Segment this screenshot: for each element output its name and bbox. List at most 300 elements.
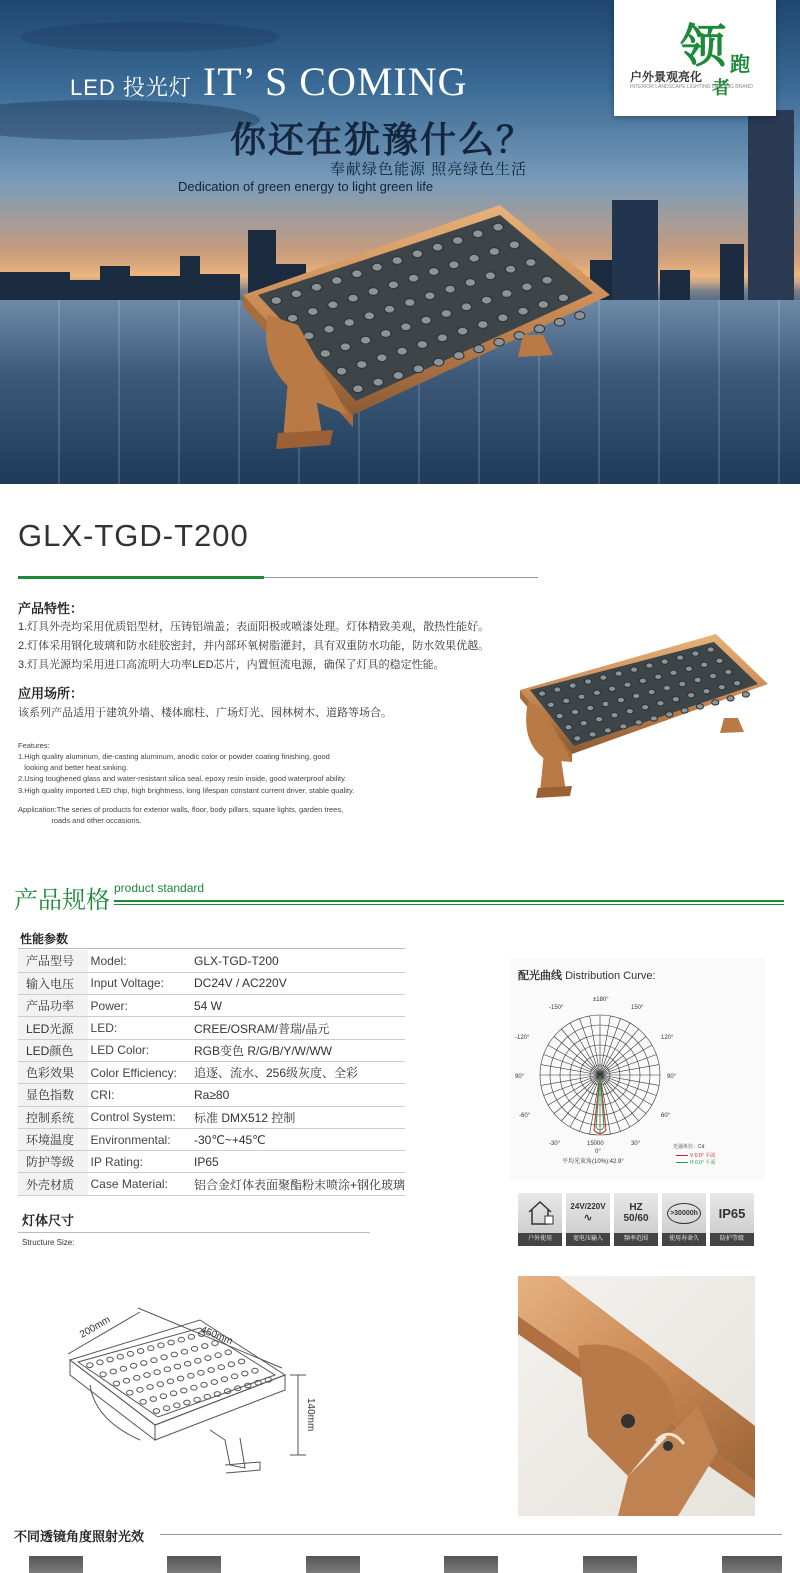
led-chip (308, 308, 318, 316)
led-chip (642, 705, 649, 710)
performance-heading: 性能参数 (20, 932, 69, 946)
lens-effect-thumb (306, 1556, 360, 1573)
led-chip (666, 712, 673, 717)
led-chip (368, 288, 378, 296)
spec-label-cn: 环境温度 (18, 1128, 88, 1150)
legend-v-swatch (676, 1155, 688, 1156)
led-chip (474, 345, 484, 353)
led-chip (137, 1387, 143, 1392)
led-chip (198, 1370, 204, 1375)
led-chip (580, 721, 587, 726)
led-chip (181, 1388, 187, 1393)
led-chip (113, 1381, 119, 1386)
dim-length: 450mm (198, 1324, 234, 1348)
led-chip (575, 312, 585, 320)
led-chip (225, 1350, 231, 1355)
frequency-icon (614, 1193, 658, 1233)
spec-label-cn: 输入电压 (18, 972, 88, 994)
led-chip (454, 352, 464, 360)
led-chip (481, 296, 491, 304)
led-chip (600, 675, 607, 680)
led-chip (648, 689, 655, 694)
led-chip (685, 666, 692, 671)
led-chip (624, 682, 631, 687)
led-chip (353, 385, 363, 393)
led-chip (168, 1340, 174, 1345)
led-chip (154, 1370, 160, 1375)
spec-label-cn: 防护等级 (18, 1151, 88, 1173)
led-chip (571, 709, 578, 714)
title-accent-line (18, 576, 264, 579)
led-chip (617, 697, 624, 702)
led-chip (522, 283, 532, 291)
led-chip (534, 325, 544, 333)
led-chip (384, 305, 394, 313)
led-chip (565, 725, 572, 730)
spec-value: 追逐、流水、256级灰度、全彩 (192, 1061, 405, 1083)
led-chip (547, 702, 554, 707)
en-feature-line: 1.High quality aluminum, die-casting aluminum, anodic color or powder coating finishing, good (18, 752, 330, 761)
led-chip (153, 1409, 159, 1414)
led-chip (164, 1367, 170, 1372)
spec-label-en: Color Efficiency: (88, 1061, 192, 1083)
led-chip (215, 1353, 221, 1358)
icon-tile-frequency (614, 1193, 658, 1246)
led-chip (505, 265, 515, 273)
spec-row (18, 995, 405, 1017)
legend-h: H 0.0° 平面 (690, 1160, 716, 1166)
led-chip (433, 358, 443, 366)
led-chip (709, 673, 716, 678)
led-chip (672, 697, 679, 702)
led-chip (120, 1366, 126, 1371)
icon-label: 户外使用 (518, 1233, 562, 1246)
frequency-text: HZ 50/60 (623, 1202, 649, 1224)
spec-label-en: Model: (88, 950, 192, 972)
hero-banner (0, 0, 800, 484)
led-chip (134, 1375, 140, 1380)
led-chip (639, 678, 646, 683)
led-chip (177, 1376, 183, 1381)
spec-label-en: Case Material: (88, 1173, 192, 1195)
led-chip (110, 1369, 116, 1374)
skyline-building (200, 274, 240, 300)
spec-label-cn: LED光源 (18, 1017, 88, 1039)
model-title: GLX-TGD-T200 (18, 518, 249, 553)
led-chip (716, 658, 723, 663)
house-icon (518, 1193, 562, 1233)
spec-label-en: Power: (88, 995, 192, 1017)
led-chip (587, 705, 594, 710)
features-heading: 产品特性： (18, 601, 84, 616)
brand-logo (614, 0, 776, 116)
led-chip (413, 365, 423, 373)
spec-row (18, 950, 405, 972)
led-chip (194, 1397, 200, 1402)
spec-label-en: LED: (88, 1017, 192, 1039)
hero-slogan-cn: 奉献绿色能源 照亮绿色生活 (330, 161, 528, 178)
led-chip (558, 294, 568, 302)
lens-effect-thumb (167, 1556, 221, 1573)
led-chip (661, 659, 668, 664)
dim-height: 140mm (305, 1398, 316, 1432)
led-chip (208, 1368, 214, 1373)
led-chip (604, 728, 611, 733)
spec-label-en: Input Voltage: (88, 972, 192, 994)
led-chip (161, 1355, 167, 1360)
led-chip (615, 671, 622, 676)
led-chip (569, 683, 576, 688)
hero-slogan-en: Dedication of green energy to light green life (178, 179, 434, 194)
spec-rule (114, 904, 784, 905)
logo-tagline: 户外景观亮化 (630, 70, 703, 84)
spec-value: CREE/OSRAM/普瑞/晶元 (192, 1017, 405, 1039)
polar-angle-label: 150° (631, 1005, 644, 1011)
led-chip (170, 1391, 176, 1396)
led-chip (538, 301, 548, 309)
spec-label-cn: 色彩效果 (18, 1061, 88, 1083)
legend-v: V 0.0° 平面 (690, 1153, 716, 1159)
led-chip (734, 681, 741, 686)
led-chip (445, 285, 455, 293)
led-chip (141, 1361, 147, 1366)
led-chip (408, 274, 418, 282)
lens-effect-thumb (29, 1556, 83, 1573)
led-chip (107, 1357, 113, 1362)
led-chip (271, 297, 281, 305)
skyline-building (748, 110, 794, 300)
led-chip (646, 663, 653, 668)
led-chip (727, 696, 734, 701)
skyline-building (720, 244, 744, 300)
led-chip (201, 1382, 207, 1387)
led-chip (352, 270, 362, 278)
en-application-line: Application:The series of products for exterior walls, floor, body pillars, square lights, garden trees, (18, 805, 344, 814)
led-chip (421, 316, 431, 324)
led-chip (324, 325, 334, 333)
hero-title-small: LED 投光灯 (70, 75, 192, 100)
product-lamp-image (516, 632, 772, 802)
led-chip (478, 321, 488, 329)
spec-value: IP65 (192, 1151, 405, 1173)
led-chip (457, 327, 467, 335)
spec-row (18, 1128, 405, 1150)
spec-label-cn: 产品功率 (18, 995, 88, 1017)
led-chip (178, 1337, 184, 1342)
led-chip (137, 1349, 143, 1354)
spec-value: 标准 DMX512 控制 (192, 1106, 405, 1128)
spec-label-en: Control System: (88, 1106, 192, 1128)
led-chip (556, 713, 563, 718)
led-chip (449, 261, 459, 269)
voltage-icon (566, 1193, 610, 1233)
spec-label-en: CRI: (88, 1084, 192, 1106)
led-chip (204, 1394, 210, 1399)
curve-title (518, 967, 656, 983)
lens-effect-thumb (722, 1556, 782, 1573)
led-chip (191, 1385, 197, 1390)
led-chip (657, 701, 664, 706)
led-chip (221, 1377, 227, 1382)
polar-angle-label: 0° (595, 1149, 601, 1155)
hero-headline: 你还在犹豫什么？ (230, 119, 535, 160)
led-chip (202, 1344, 208, 1349)
spec-row (18, 972, 405, 994)
spec-row (18, 1151, 405, 1173)
led-chip (130, 1363, 136, 1368)
logo-char-2: 跑 (730, 52, 750, 76)
led-chip (231, 1374, 237, 1379)
dim-width: 200mm (78, 1314, 113, 1341)
led-chip (469, 254, 479, 262)
lifespan-icon (662, 1193, 706, 1233)
curve-title-cn: 配光曲线 (518, 970, 562, 982)
spec-row (18, 1106, 405, 1128)
led-chip (694, 677, 701, 682)
led-chip (336, 367, 346, 375)
led-chip (539, 691, 546, 696)
led-chip (100, 1372, 106, 1377)
en-feature-line: 3.High quality imported LED chip, high brightness, long lifespan constant current driver, stable quality. (18, 786, 355, 795)
spec-label-cn: 产品型号 (18, 950, 88, 972)
led-chip (563, 698, 570, 703)
bottom-divider (160, 1534, 782, 1535)
title-divider (264, 577, 538, 578)
led-chip (650, 716, 657, 721)
spec-row (18, 1017, 405, 1039)
cloud (0, 100, 260, 140)
feature-line: 3.灯具光源均采用进口高流明大功率LED芯片，内置恒流电源，确保了灯具的稳定性能。 (18, 659, 445, 671)
led-chip (127, 1390, 133, 1395)
led-chip (585, 679, 592, 684)
logo-tiny-text: INTERIOR LANDSCAPE LIGHTING LEADING BRAND (630, 84, 753, 90)
logo-char-1: 领 (680, 19, 726, 73)
legend-h-swatch (676, 1162, 688, 1163)
led-chip (184, 1400, 190, 1405)
skyline-building (660, 270, 690, 300)
spec-label-en: IP Rating: (88, 1151, 192, 1173)
led-chip (191, 1346, 197, 1351)
skyline-building (100, 266, 130, 300)
led-chip (360, 336, 370, 344)
icon-label: 宽电压输入 (566, 1233, 610, 1246)
spec-label-cn: 控制系统 (18, 1106, 88, 1128)
led-chip (117, 1354, 123, 1359)
led-chip (712, 700, 719, 705)
led-chip (493, 223, 503, 231)
feature-line: 1.灯具外壳均采用优质铝型材，压铸铝端盖；表面阳极或喷漆处理。灯体精致美观，散热性能好。 (18, 621, 490, 633)
icon-label: 使用寿命久 (662, 1233, 706, 1246)
spec-value: DC24V / AC220V (192, 972, 405, 994)
led-chip (228, 1362, 234, 1367)
led-chip (485, 272, 495, 280)
spec-row (18, 1084, 405, 1106)
led-chip (393, 372, 403, 380)
led-chip (147, 1385, 153, 1390)
polar-angle-label: -150° (549, 1005, 564, 1011)
led-chip (332, 277, 342, 285)
icon-label: 频率范围 (614, 1233, 658, 1246)
led-chip (364, 312, 374, 320)
lens-effect-thumb (583, 1556, 637, 1573)
led-chip (593, 690, 600, 695)
led-chip (388, 281, 398, 289)
led-chip (502, 290, 512, 298)
spec-row (18, 1039, 405, 1061)
spec-row (18, 1173, 405, 1195)
led-chip (150, 1397, 156, 1402)
voltage-text: 24V/220V (570, 1202, 606, 1211)
polar-diagram (515, 995, 685, 1155)
led-chip (542, 276, 552, 284)
led-chip (437, 334, 447, 342)
spec-title: 产品规格 (14, 887, 110, 914)
led-chip (679, 681, 686, 686)
ip-icon (710, 1193, 754, 1233)
led-chip (417, 341, 427, 349)
polar-angle-label: ±180° (593, 997, 609, 1003)
size-divider (18, 1232, 370, 1233)
led-chip (373, 378, 383, 386)
led-chip (494, 338, 504, 346)
led-chip (412, 250, 422, 258)
legend-title: 光强单位：Cd (673, 1144, 705, 1150)
spec-value: 54 W (192, 995, 405, 1017)
feature-line: 2.灯体采用钢化玻璃和防水硅胶密封，并内部环氧树脂灌封，具有双重防水功能，防水效果优越。 (18, 640, 490, 652)
application-heading: 应用场所： (18, 686, 84, 701)
led-chip (151, 1358, 157, 1363)
spec-label-cn: 外壳材质 (18, 1173, 88, 1195)
led-chip (620, 724, 627, 729)
sine-wave-icon: ∿ (583, 1212, 593, 1224)
ip-text: IP65 (718, 1205, 746, 1221)
led-chip (348, 294, 358, 302)
logo-char-3: 者 (712, 78, 730, 99)
led-chip (574, 736, 581, 741)
led-chip (184, 1361, 190, 1366)
led-chip (252, 1368, 258, 1373)
led-chip (242, 1371, 248, 1376)
curve-caption: 平均光束角(10%):42.9° (562, 1159, 624, 1165)
led-chip (291, 290, 301, 298)
led-chip (181, 1349, 187, 1354)
polar-angle-label: -30° (549, 1141, 561, 1147)
led-chip (441, 310, 451, 318)
led-chip (392, 257, 402, 265)
closeup-photo (518, 1276, 755, 1516)
polar-angle-label: 120° (661, 1035, 674, 1041)
performance-divider (18, 948, 405, 949)
skyline-building (60, 280, 100, 300)
led-chip (707, 647, 714, 652)
led-chip (701, 662, 708, 667)
spec-title-en: product standard (114, 881, 205, 895)
led-chip (425, 292, 435, 300)
spec-label-en: LED Color: (88, 1039, 192, 1061)
spec-value: 铝合金灯体表面聚酯粉末喷涂+钢化玻璃 (192, 1173, 405, 1195)
led-chip (97, 1360, 103, 1365)
led-chip (344, 319, 354, 327)
led-chip (602, 701, 609, 706)
polar-angle-label: -60° (519, 1113, 531, 1119)
led-chip (144, 1373, 150, 1378)
led-chip (489, 248, 499, 256)
spec-value: -30℃~+45℃ (192, 1128, 405, 1150)
spec-rule (114, 900, 784, 902)
led-chip (87, 1363, 93, 1368)
led-chip (157, 1382, 163, 1387)
curve-title-en: Distribution Curve: (565, 970, 656, 982)
led-chip (589, 732, 596, 737)
led-chip (718, 685, 725, 690)
spec-value: Ra≥80 (192, 1084, 405, 1106)
led-chip (174, 1364, 180, 1369)
led-chip (518, 307, 528, 315)
led-chip (626, 709, 633, 714)
led-chip (357, 361, 367, 369)
spec-row (18, 1061, 405, 1083)
led-chip (320, 350, 330, 358)
polar-angle-label: -120° (515, 1035, 530, 1041)
led-chip (372, 263, 382, 271)
led-chip (397, 347, 407, 355)
led-chip (195, 1358, 201, 1363)
polar-angle-label: 90° (515, 1074, 525, 1080)
led-chip (473, 230, 483, 238)
led-chip (554, 318, 564, 326)
led-chip (681, 708, 688, 713)
polar-angle-label: 15000 (587, 1141, 604, 1147)
led-chip (677, 655, 684, 660)
hero-flood-lamp (238, 205, 618, 455)
structure-drawing (50, 1290, 350, 1480)
led-chip (742, 692, 749, 697)
led-chip (311, 283, 321, 291)
led-chip (218, 1365, 224, 1370)
cloud (20, 22, 280, 52)
hero-title (70, 58, 468, 105)
icon-tile-ip (710, 1193, 754, 1246)
led-chip (148, 1346, 154, 1351)
led-chip (609, 686, 616, 691)
led-chip (498, 314, 508, 322)
led-chip (692, 651, 699, 656)
led-chip (127, 1351, 133, 1356)
lens-effect-thumb (444, 1556, 498, 1573)
led-chip (696, 704, 703, 709)
feature-icons (518, 1193, 756, 1246)
application-text: 该系列产品适用于建筑外墙、楼体廊柱、广场灯光、园林树木、道路等场合。 (18, 707, 392, 719)
led-chip (554, 687, 561, 692)
polar-angle-label: 60° (661, 1113, 671, 1119)
led-chip (509, 241, 519, 249)
led-chip (429, 268, 439, 276)
led-chip (635, 720, 642, 725)
size-en-label: Structure Size: (22, 1238, 75, 1247)
led-chip (725, 669, 732, 674)
icon-tile-voltage (566, 1193, 610, 1246)
led-chip (596, 717, 603, 722)
led-chip (205, 1356, 211, 1361)
led-chip (211, 1380, 217, 1385)
led-chip (140, 1399, 146, 1404)
spec-label-en: Environmental: (88, 1128, 192, 1150)
en-application-line: roads and other occasions. (18, 816, 142, 825)
hero-title-big: IT’ S COMING (202, 59, 468, 104)
led-chip (633, 693, 640, 698)
size-heading: 灯体尺寸 (22, 1213, 75, 1228)
polar-angle-label: 30° (631, 1141, 641, 1147)
